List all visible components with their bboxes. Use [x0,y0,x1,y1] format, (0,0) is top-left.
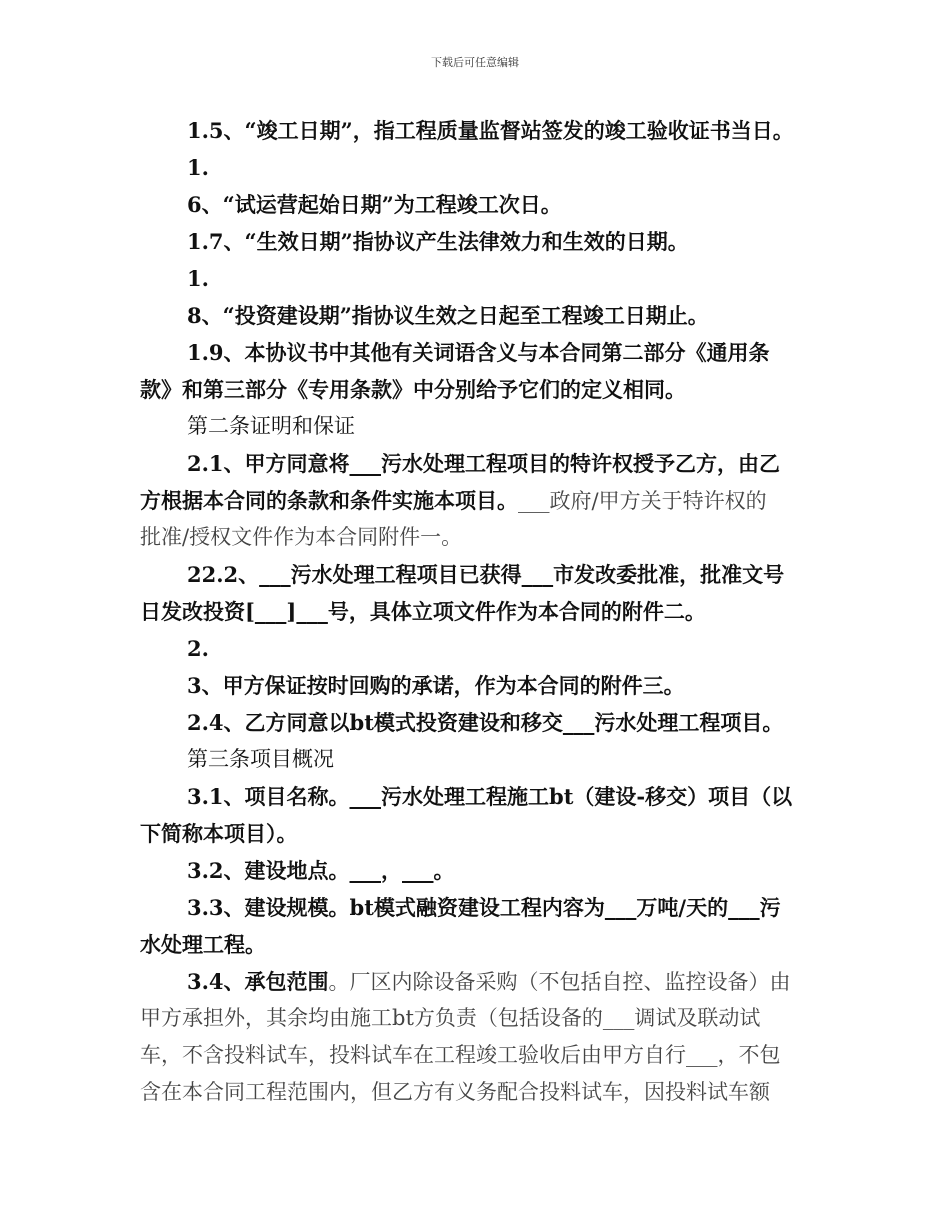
clause-3-4-title: 3.4、承包范围 [187,969,329,994]
clause-3-3: 3.3、建设规模。bt模式融资建设工程内容为___万吨/天的___污 [187,895,781,920]
clause-3-4 [140,963,820,1000]
clause-3-4-text: 。厂区内除设备采购（不包括自控、监控设备）由 [328,970,791,994]
clause-2-1: 2.1、甲方同意将___污水处理工程项目的特许权授予乙方，由乙 [187,451,781,476]
clause-3-4-cont-3: 含在本合同工程范围内，但乙方有义务配合投料试车，因投料试车额 [140,1080,770,1104]
page-header: 下载后可任意编辑 [431,56,519,69]
clause-2-4: 2.4、乙方同意以bt模式投资建设和移交___污水处理工程项目。 [187,710,784,735]
clause-1-7: 1.7、“生效日期”指协议产生法律效力和生效的日期。 [187,229,689,254]
clause-1-6-number: 1. [187,155,209,180]
clause-2-2: 22.2、___污水处理工程项目已获得___市发改委批准，批准文号 [187,562,785,587]
clause-1-5: 1.5、“竣工日期”，指工程质量监督站签发的竣工验收证书当日。 [187,118,794,143]
clause-3-1: 3.1、项目名称。___污水处理工程施工bt（建设-移交）项目（以 [187,784,793,809]
clause-1-6: 6、“试运营起始日期”为工程竣工次日。 [187,192,562,217]
clause-1-8-number: 1. [187,266,209,291]
article-2-heading: 第二条证明和保证 [187,414,355,438]
clause-3-3-cont: 水处理工程。 [140,932,266,957]
clause-2-1-cont-bold: 方根据本合同的条款和条件实施本项目。 [140,488,518,513]
clause-3-4-cont-2: 车，不含投料试车，投料试车在工程竣工验收后由甲方自行___，不包 [140,1043,781,1067]
document-body [140,112,820,1111]
clause-2-1-end: 批准/授权文件作为本合同附件一。 [140,525,463,549]
clause-1-9-cont: 款》和第三部分《专用条款》中分别给予它们的定义相同。 [140,377,686,402]
clause-2-1-cont [140,482,820,519]
clause-3-2: 3.2、建设地点。___，___。 [187,858,455,883]
clause-2-2-cont: 日发改投资[___]___号，具体立项文件作为本合同的附件二。 [140,599,706,624]
clause-2-3: 3、甲方保证按时回购的承诺，作为本合同的附件三。 [187,673,685,698]
clause-2-1-cont-light: ___政府/甲方关于特许权的 [518,489,767,513]
clause-2-3-number: 2. [187,636,209,661]
article-3-heading: 第三条项目概况 [187,747,334,771]
clause-1-8: 8、“投资建设期”指协议生效之日起至工程竣工日期止。 [187,303,709,328]
clause-3-1-cont: 下简称本项目）。 [140,821,298,846]
clause-3-4-cont-1: 甲方承担外，其余均由施工bt方负责（包括设备的___调试及联动试 [140,1006,761,1030]
clause-1-9: 1.9、本协议书中其他有关词语含义与本合同第二部分《通用条 [187,340,770,365]
